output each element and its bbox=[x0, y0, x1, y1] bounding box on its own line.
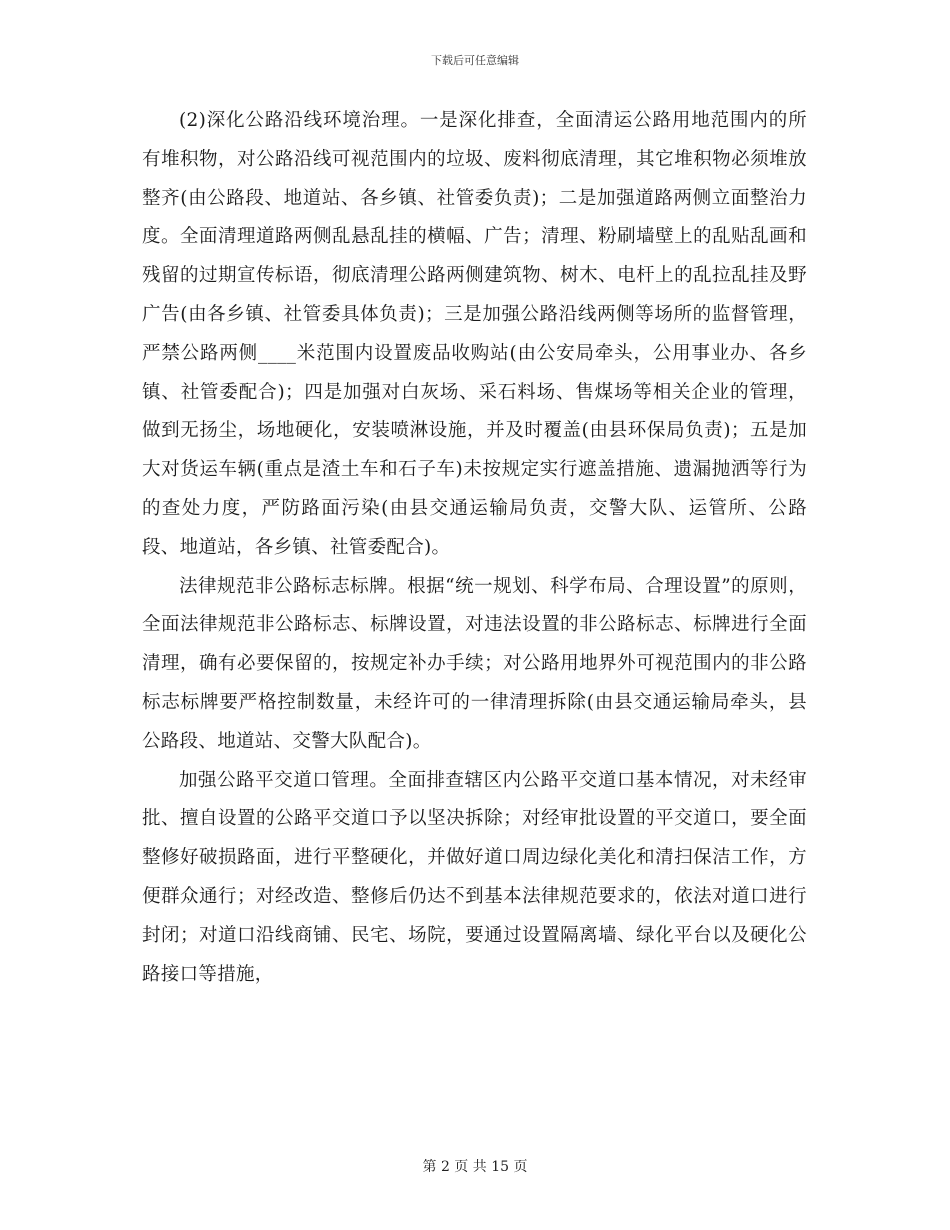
paragraph-crossing-management: 加强公路平交道口管理。全面排查辖区内公路平交道口基本情况，对未经审批、擅自设置的公路平交道口予以坚决拆除；对经审批设置的平交道口，要全面整修好破损路面，进行平整硬化，并做好道口周边绿化美化和清扫保洁工作，方便群众通行；对经改造、整修后仍达不到基本法律规范要求的，依法对道口进行封闭；对道口沿线商铺、民宅、场院，要通过设置隔离墙、绿化平台以及硬化公路接口等措施， bbox=[142, 769, 807, 985]
paragraph-signage-regulation: 法律规范非公路标志标牌。根据“统一规划、科学布局、合理设置”的原则，全面法律规范非公路标志、标牌设置，对违法设置的非公路标志、标牌进行全面清理，确有必要保留的，按规定补办手续；对公路用地界外可视范围内的非公路标志标牌要严格控制数量，未经许可的一律清理拆除(由县交通运输局牵头，县公路段、地道站、交警大队配合)。 bbox=[142, 575, 807, 752]
page-footer: 第 2 页 共 15 页 bbox=[422, 1159, 528, 1175]
document-body bbox=[142, 102, 807, 994]
page-header: 下载后可任意编辑 bbox=[431, 54, 519, 67]
paragraph-environment-governance: (2)深化公路沿线环境治理。一是深化排查，全面清运公路用地范围内的所有堆积物，对公路沿线可视范围内的垃圾、废料彻底清理，其它堆积物必须堆放整齐(由公路段、地道站、各乡镇、社管委负责)；二是加强道路两侧立面整治力度。全面清理道路两侧乱悬乱挂的横幅、广告；清理、粉刷墙壁上的乱贴乱画和残留的过期宣传标语，彻底清理公路两侧建筑物、树木、电杆上的乱拉乱挂及野广告(由各乡镇、社管委具体负责)；三是加强公路沿线两侧等场所的监督管理，严禁公路两侧____米范围内设置废品收购站(由公安局牵头，公用事业办、各乡镇、社管委配合)；四是加强对白灰场、采石料场、售煤场等相关企业的管理，做到无扬尘，场地硬化，安装喷淋设施，并及时覆盖(由县环保局负责)；五是加大对货运车辆(重点是渣土车和石子车)未按规定实行遮盖措施、遗漏抛洒等行为的查处力度，严防路面污染(由县交通运输局负责，交警大队、运管所、公路段、地道站，各乡镇、社管委配合)。 bbox=[142, 110, 807, 558]
